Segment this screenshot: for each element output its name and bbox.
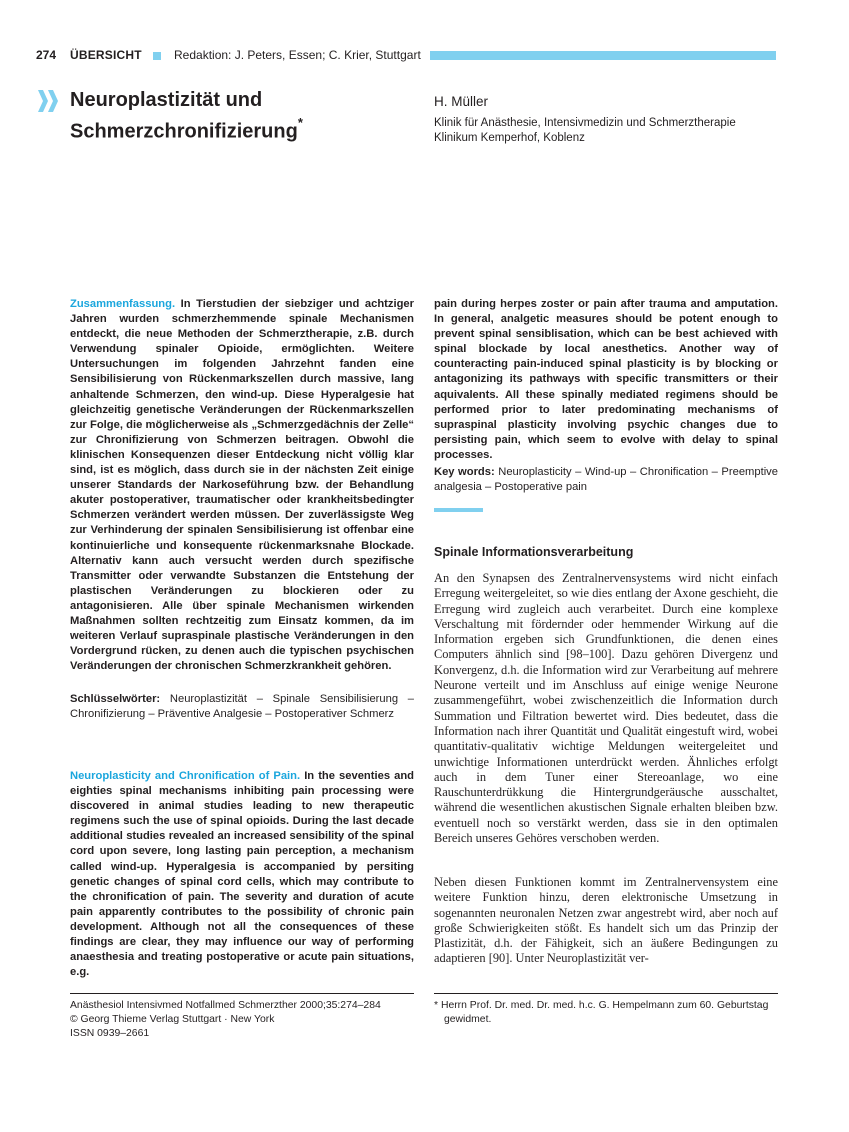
page-number: 274 — [36, 48, 57, 62]
double-chevron-icon — [37, 90, 59, 117]
keywords-english-label: Key words: — [434, 466, 495, 478]
abstract-english-continued-text: pain during herpes zoster or pain after trauma and amputation. In general, analgetic measures should be potent enough to prevent spinal sensiblisation, which can be best achieved with spinal blockade by local anesthetics. Another way of counteracting pain-induced spinal plasticity is by blocking or antagonizing its pathways with specific transmitters or their aquivalents. All these spinally mediated regimens should be performed prior to later predominating mechanisms of supraspinal plasticity involving psychic changes due to persisting pain, which seem to evolve with delay to spinal processes. — [434, 298, 778, 461]
article-title — [70, 87, 410, 145]
abstract-german — [70, 297, 414, 674]
abstract-english-label: Neuroplasticity and Chronification of Pain. — [70, 770, 301, 782]
journal-citation — [70, 999, 381, 1042]
footer-rule-right — [434, 993, 778, 994]
header-square-marker — [153, 52, 161, 60]
abstract-german-text: In Tierstudien der siebziger und achtziger Jahren wurden schmerzhemmende spinale Mechanismen entdeckt, die neue Methoden der Schmerztherapie, z.B. durch Verwendung spinaler Opioide, ermöglichten. Weitere Untersuchungen im folgenden Jahrzehnt fanden eine Sensibilisierung von Rückenmarkszellen durch massive, lang anhaltende Schmerzen, den wind-up. Diese Hyperalgesie hat gleichzeitig genetische Veränderungen der Rückenmarkszellen zur Folge, die möglicherweise als „Schmerzgedächnis der Zelle“ zur Chronifizierung von Schmerzen beitragen. Obwohl die klinischen Konsequenzen dieser Entdeckung nicht völlig klar sind, ist es möglich, dass durch sie in der nächsten Zeit einige unserer Standards der Narkoseführung bzw. der Behandlung akuter postoperativer, traumatischer oder krankheitsbedingter Schmerzen verändert werden müssen. Der zuverlässigste Weg zur Verhinderung der spinalen Sensibilisierung ist offenbar eine kontinuierliche und konsequente rückenmarksnahe Blockade. Alternativ kann auch versucht werden durch spezifische Transmitter oder verwandte Substanzen die Entstehung der plastischen Veränderungen zu blockieren oder zu antagonisieren. Alle über spinale Mechanismen wirkenden Maßnahmen sollten rechtzeitig zum Einsatz kommen, da im weiteren Verlauf supraspinale plastische Veränderungen in den Vordergrund rücken, zu denen auch die typischen psychischen Veränderungen der chronischen Schmerzkrankheit gehören. — [70, 298, 414, 673]
keywords-english — [434, 465, 778, 495]
abstract-english-text: In the seventies and eighties spinal mechanisms inhibiting pain processing were discovered in animal studies leading to new therapeutic regimens such the use of spinal opioids. During the last decade additional studies revealed an increased sensibility of the spinal cord upon severe, long lasting pain perception, a mechanism called wind-up. Hyperalgesia is accompanied by persiting genetic changes of spinal cord cells, which may contribute to the chronification of pain. The severity and duration of acute pain apparently contributes to the possibility of chronic pain development. Although not all the consequences of these findings are clear, they may influence our way of performing anaesthesia and treating postoperative or acute pain situations, e.g. — [70, 770, 415, 979]
author-name: H. Müller — [434, 94, 489, 109]
abstract-english-continued — [434, 297, 778, 463]
section-heading: Spinale Informationsverarbeitung — [434, 545, 634, 559]
issn-line: ISSN 0939–2661 — [70, 1028, 150, 1040]
affiliation-line-1: Klinik für Anästhesie, Intensivmedizin und Schmerztherapie — [434, 117, 736, 129]
footer-rule-left — [70, 993, 414, 994]
header-accent-bar — [430, 51, 776, 60]
copyright-line: © Georg Thieme Verlag Stuttgart · New York — [70, 1014, 275, 1026]
dedication-footnote — [434, 999, 784, 1027]
footnote-text-line-2: gewidmet. — [444, 1014, 492, 1026]
title-line-1: Neuroplastizität und — [70, 89, 263, 111]
keywords-english-text: Neuroplasticity – Wind-up – Chronification – Preemptive analgesia – Postoperative pain — [434, 466, 778, 494]
body-paragraph: An den Synapsen des Zentralnervensystems wird nicht einfach Erregung weitergeleitet, so wie dies entlang der Axone geschieht, die Erregung wird zugleich auch verarbeitet. Durch eine komplexe Verschaltung mit fördernder oder hemmender Wirkung auf die Information ergeben sich Grundfunktionen, die denen eines Computers ähnlich sind [98–100]. Dazu gehören Divergenz und Konvergenz, d.h. die Information wird zur Verarbeitung auf mehrere Neurone verteilt und im Anschluss auf einige wenige Neurone zusammengeführt, wobei zwischenzeitlich die Information durch Summation und Filtration bewertet wird. Dies bedeutet, dass die Information nach ihrer Quantität und Qualität eingestuft wird, wobei quantitativ-qualitativ wichtige Meldungen weitergeleitet und unwichtige Informationen unterdrückt werden. Ähnliches erfolgt auch in dem Tuner einer Stereoanlage, wo eine Rauschunterdrükkung die Hintergrundgeräusche ausschaltet, während die wesentlichen akustischen Signale erhalten bleiben bzw. eventuell noch so verstärkt werden, dass sie in den optimalen Bereich unseres Gehöres verschoben werden. — [434, 571, 778, 846]
title-footnote-mark: * — [297, 115, 303, 130]
title-line-2: Schmerzchronifizierung — [70, 120, 298, 143]
citation-line: Anästhesiol Intensivmed Notfallmed Schmerzther 2000;35:274–284 — [70, 1000, 381, 1011]
affiliation-line-2: Klinikum Kemperhof, Koblenz — [434, 132, 585, 144]
keywords-german — [70, 692, 414, 722]
abstract-english — [70, 769, 414, 980]
footnote-text-line-1: Herrn Prof. Dr. med. Dr. med. h.c. G. Hempelmann zum 60. Geburtstag — [440, 1000, 769, 1011]
keywords-german-label: Schlüsselwörter: — [70, 693, 161, 705]
footnote-mark: * — [434, 1000, 439, 1011]
body-paragraph: Neben diesen Funktionen kommt im Zentralnervensystem eine weitere Funktion hinzu, deren elektronische Umsetzung in sogenannten neuronalen Netzen zwar angestrebt wird, aber noch auf große Schwierigkeiten stößt. Es handelt sich um das Prinzip der Plastizität, d.h. der Fähigkeit, sich an äußere Bedingungen zu adaptieren [90]. Unter Neuroplastizität ver- — [434, 875, 778, 966]
keywords-german-text: Neuroplastizität – Spinale Sensibilisierung – Chronifizierung – Präventive Analgesie – Postoperativer Schmerz — [70, 693, 414, 721]
abstract-german-label: Zusammenfassung. — [70, 298, 176, 310]
section-label: ÜBERSICHT — [70, 48, 142, 62]
editors-line: Redaktion: J. Peters, Essen; C. Krier, Stuttgart — [174, 48, 421, 62]
section-divider-bar — [434, 508, 483, 512]
author-affiliation — [434, 116, 736, 146]
